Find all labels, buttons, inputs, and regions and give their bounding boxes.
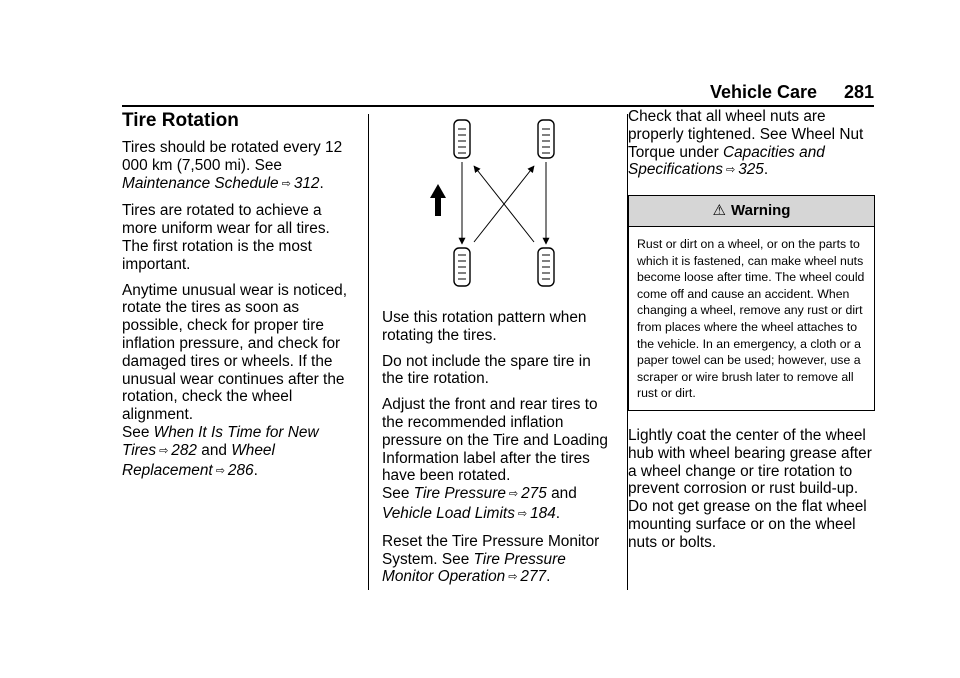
page-reference-arrow-icon: ⇨ [215,464,225,477]
reference-page: 184 [530,504,556,522]
warning-box [628,195,875,411]
reference-title: Tire Pressure [413,485,506,503]
reference-title: Wheel Replacement [122,441,275,479]
reference-page: 277 [520,568,547,586]
reference-page: 312 [293,174,320,192]
paragraph: Tires are rotated to achieve a more uniform wear for all tires. The first rotation is the most important. [122,202,330,273]
warning-title: Warning [731,202,791,220]
text: Adjust the front and rear tires to the recommended inflation pressure on the Tire and Loading Information label after the tires have been rotated. [382,396,608,485]
column-1 [122,110,352,489]
text: and [551,485,577,503]
warning-body: Rust or dirt on a wheel, or on the parts to which it is fastened, can make wheel nuts become loose after time. The wheel could come off and cause an accident. When changing a wheel, remove any rust or dirt from places where the wheel attaches to the vehicle. In an emergency, a cloth or a paper towel can be used; however, use a scraper or wire brush later to remove all rust or dirt. [637,236,865,401]
text: and [201,441,227,459]
column-2 [382,309,614,596]
column-3 [628,108,876,560]
text: Reset the Tire Pressure Monitor System. See [382,532,600,568]
reference-page: 286 [227,461,254,479]
page-reference-arrow-icon: ⇨ [508,488,519,501]
tire-front-left [454,120,470,158]
reference-page: 325 [738,161,764,179]
paragraph: Use this rotation pattern when rotating the tires. [382,309,587,344]
text: Check that all wheel nuts are properly tightened. See [628,108,826,143]
reference-page: 282 [171,441,197,459]
label-reference: Wheel Nut Torque [628,125,864,161]
reference-title: Tire Pressure Monitor Operation [382,550,566,586]
warning-icon: ⚠ [712,202,726,220]
paragraph: Tires should be rotated every 12 000 km (7,500 mi). See Maintenance Schedule ⇨ 312. [122,139,343,192]
tire-rear-right [538,248,554,286]
page-reference-arrow-icon: ⇨ [159,444,169,457]
cross-reference-link[interactable] [122,175,320,192]
page-reference-arrow-icon: ⇨ [725,164,736,177]
paragraph: Reset the Tire Pressure Monitor System. See Tire Pressure Monitor Operation ⇨ 277. [382,532,600,586]
page-reference-arrow-icon: ⇨ [508,571,518,584]
paragraph: Do not include the spare tire in the tire rotation. [382,352,591,388]
section-title: Vehicle Care [710,82,818,102]
tire-rear-left [454,248,470,286]
text: Tires should be rotated every 12 000 km (7,500 mi). See [122,139,343,174]
reference-title: When It Is Time for New Tires [122,423,319,459]
paragraph: Lightly coat the center of the wheel hub with wheel bearing grease after a wheel change or tire rotation to prevent corrosion or rust build-up. Do not get grease on the flat wheel mounting surface or on the wheel nuts or bolts. [628,426,872,551]
column-divider-1 [368,114,369,590]
text: Anytime unusual wear is noticed, rotate the tires as soon as possible, check for proper tire inflation pressure, and check for damaged tires or wheels. If the unusual wear continues after the rotation, check the wheel alignment. [122,281,347,424]
page-number: 281 [843,82,874,102]
tire-front-right [538,120,554,158]
cross-reference-link[interactable] [414,485,547,502]
text: under [679,143,719,161]
reference-page: 275 [521,485,547,503]
header-rule [122,105,874,107]
tire-rotation-diagram [414,114,570,294]
warning-header [629,196,874,227]
reference-title: Vehicle Load Limits [382,504,515,522]
page-reference-arrow-icon: ⇨ [517,507,528,520]
page-reference-arrow-icon: ⇨ [281,177,291,190]
text: See [382,485,410,503]
text: See [122,423,150,441]
reference-title: Maintenance Schedule [122,174,279,192]
paragraph: Adjust the front and rear tires to the recommended inflation pressure on the Tire and Loading Information label after the tires have been rotated. See Tire Pressure ⇨ 275 and Vehicle Load Limits ⇨ 184. [382,396,608,522]
paragraph: Check that all wheel nuts are properly tightened. See Wheel Nut Torque under Capacities and Specifications ⇨ 325. [628,108,864,179]
section-heading: Tire Rotation [122,110,239,131]
reference-title: Capacities and Specifications [628,143,825,179]
cross-reference-link[interactable] [382,505,556,522]
page-header [710,82,876,106]
front-direction-arrow-icon [430,184,446,216]
paragraph: Anytime unusual wear is noticed, rotate the tires as soon as possible, check for proper tire inflation pressure, and check for damaged tires or wheels. If the unusual wear continues after the rotation, check the wheel alignment. See When It Is Time for New Tires ⇨ 282 and Wheel Replacement ⇨ 286. [122,281,347,479]
